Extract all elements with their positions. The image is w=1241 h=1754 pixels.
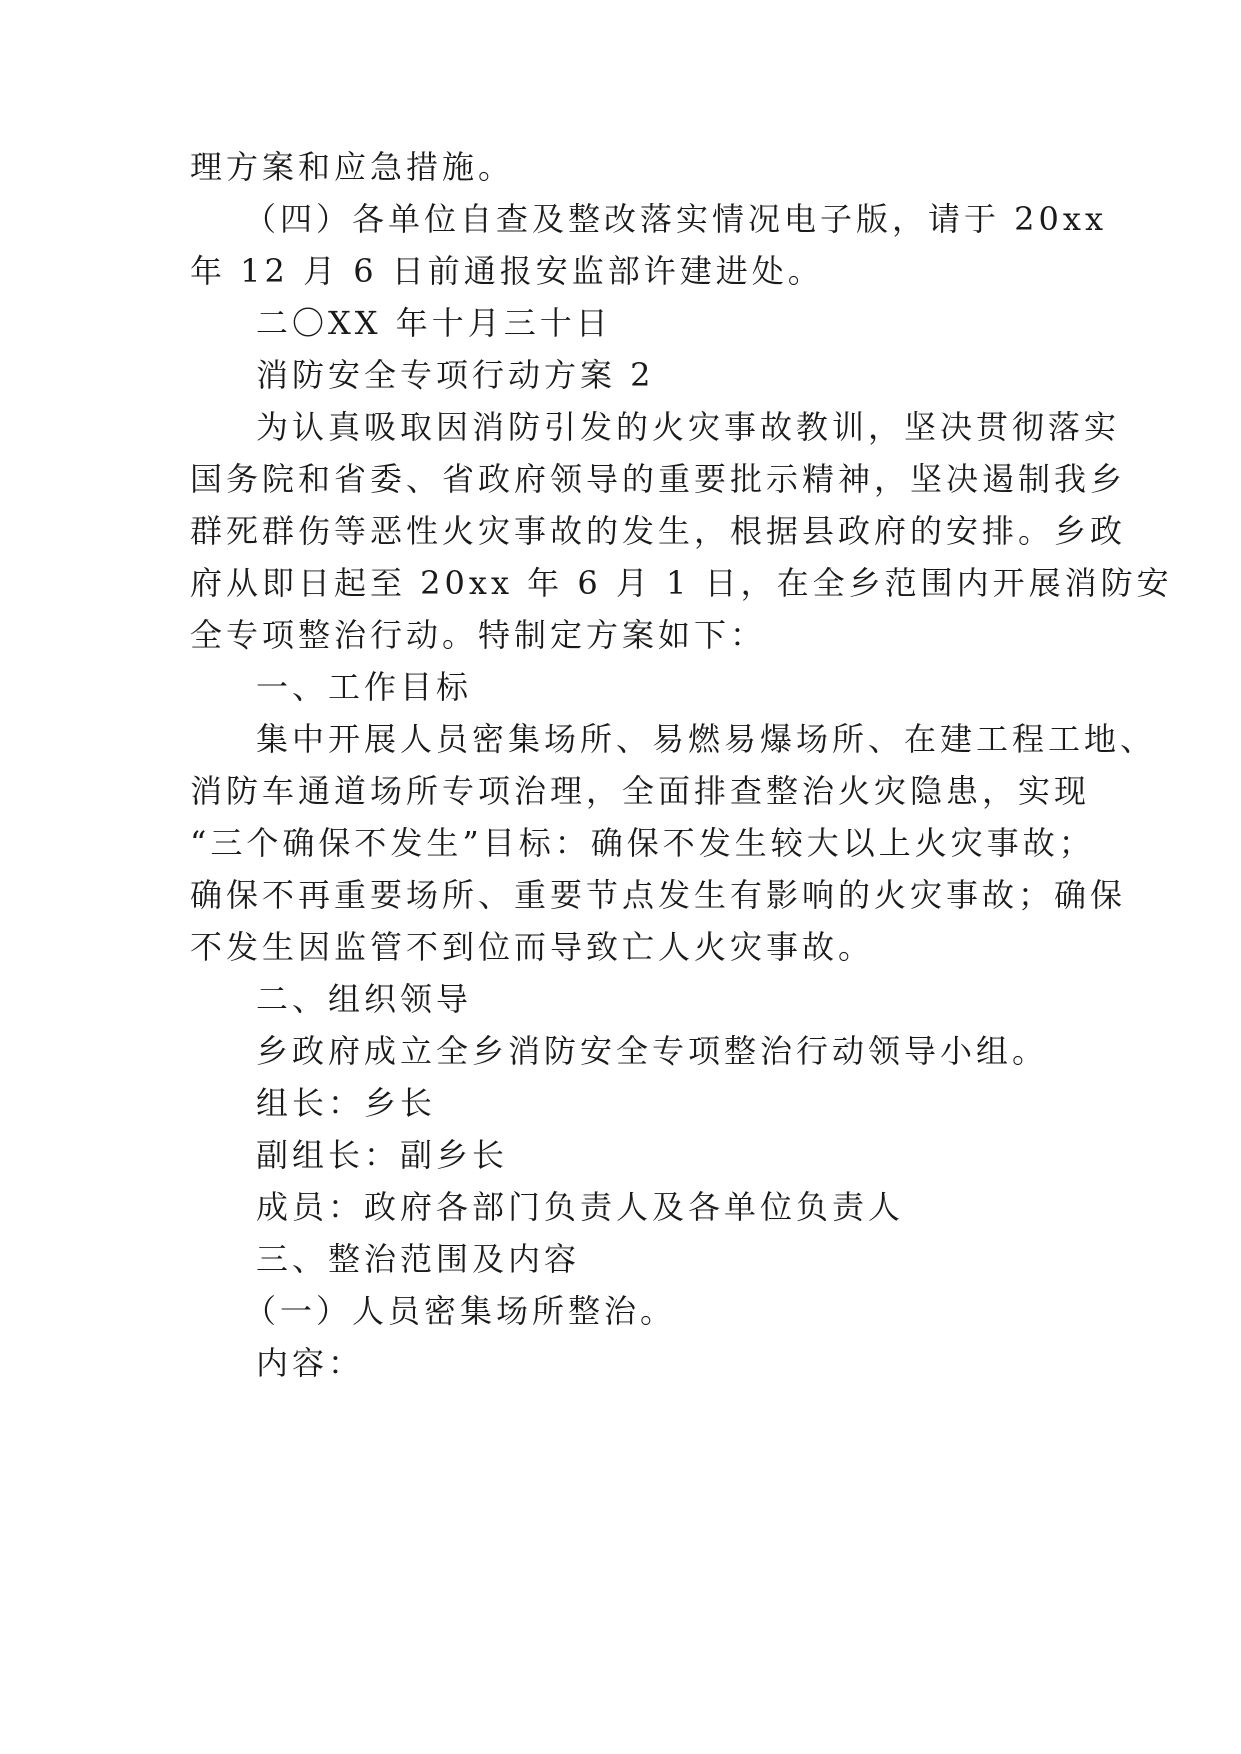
text-line: 为认真吸取因消防引发的火灾事故教训，坚决贯彻落实	[256, 408, 1121, 446]
text-line: 不发生因监管不到位而导致亡人火灾事故。	[190, 928, 875, 966]
text-line: 国务院和省委、省政府领导的重要批示精神，坚决遏制我乡	[190, 460, 1127, 498]
text-line: 群死群伤等恶性火灾事故的发生，根据县政府的安排。乡政	[190, 512, 1127, 550]
heading: 三、整治范围及内容	[256, 1240, 581, 1278]
heading: 一、工作目标	[256, 668, 473, 706]
date-line: 二〇XX 年十月三十日	[256, 304, 612, 342]
text-line: 副组长：副乡长	[256, 1136, 509, 1174]
text-line: 内容：	[256, 1344, 365, 1382]
text-line: 府从即日起至 20xx 年 6 月 1 日，在全乡范围内开展消防安	[190, 564, 1173, 602]
text-line: 组长：乡长	[256, 1084, 437, 1122]
text-line: 成员：政府各部门负责人及各单位负责人	[256, 1188, 905, 1226]
text-line: 年 12 月 6 日前通报安监部许建进处。	[190, 252, 824, 290]
section-title: 消防安全专项行动方案 2	[256, 356, 655, 394]
subheading: （一）人员密集场所整治。	[244, 1292, 677, 1330]
text-line: 理方案和应急措施。	[190, 148, 515, 186]
text-line: 全专项整治行动。特制定方案如下：	[190, 616, 767, 654]
heading: 二、组织领导	[256, 980, 473, 1018]
text-line: 乡政府成立全乡消防安全专项整治行动领导小组。	[256, 1032, 1049, 1070]
text-line: 消防车通道场所专项治理，全面排查整治火灾隐患，实现	[190, 772, 1091, 810]
text-line: 确保不再重要场所、重要节点发生有影响的火灾事故；确保	[190, 876, 1127, 914]
text-line: （四）各单位自查及整改落实情况电子版，请于 20xx	[244, 200, 1107, 238]
text-line: 集中开展人员密集场所、易燃易爆场所、在建工程工地、	[256, 720, 1157, 758]
text-line: “三个确保不发生”目标：确保不发生较大以上火灾事故；	[190, 824, 1095, 862]
